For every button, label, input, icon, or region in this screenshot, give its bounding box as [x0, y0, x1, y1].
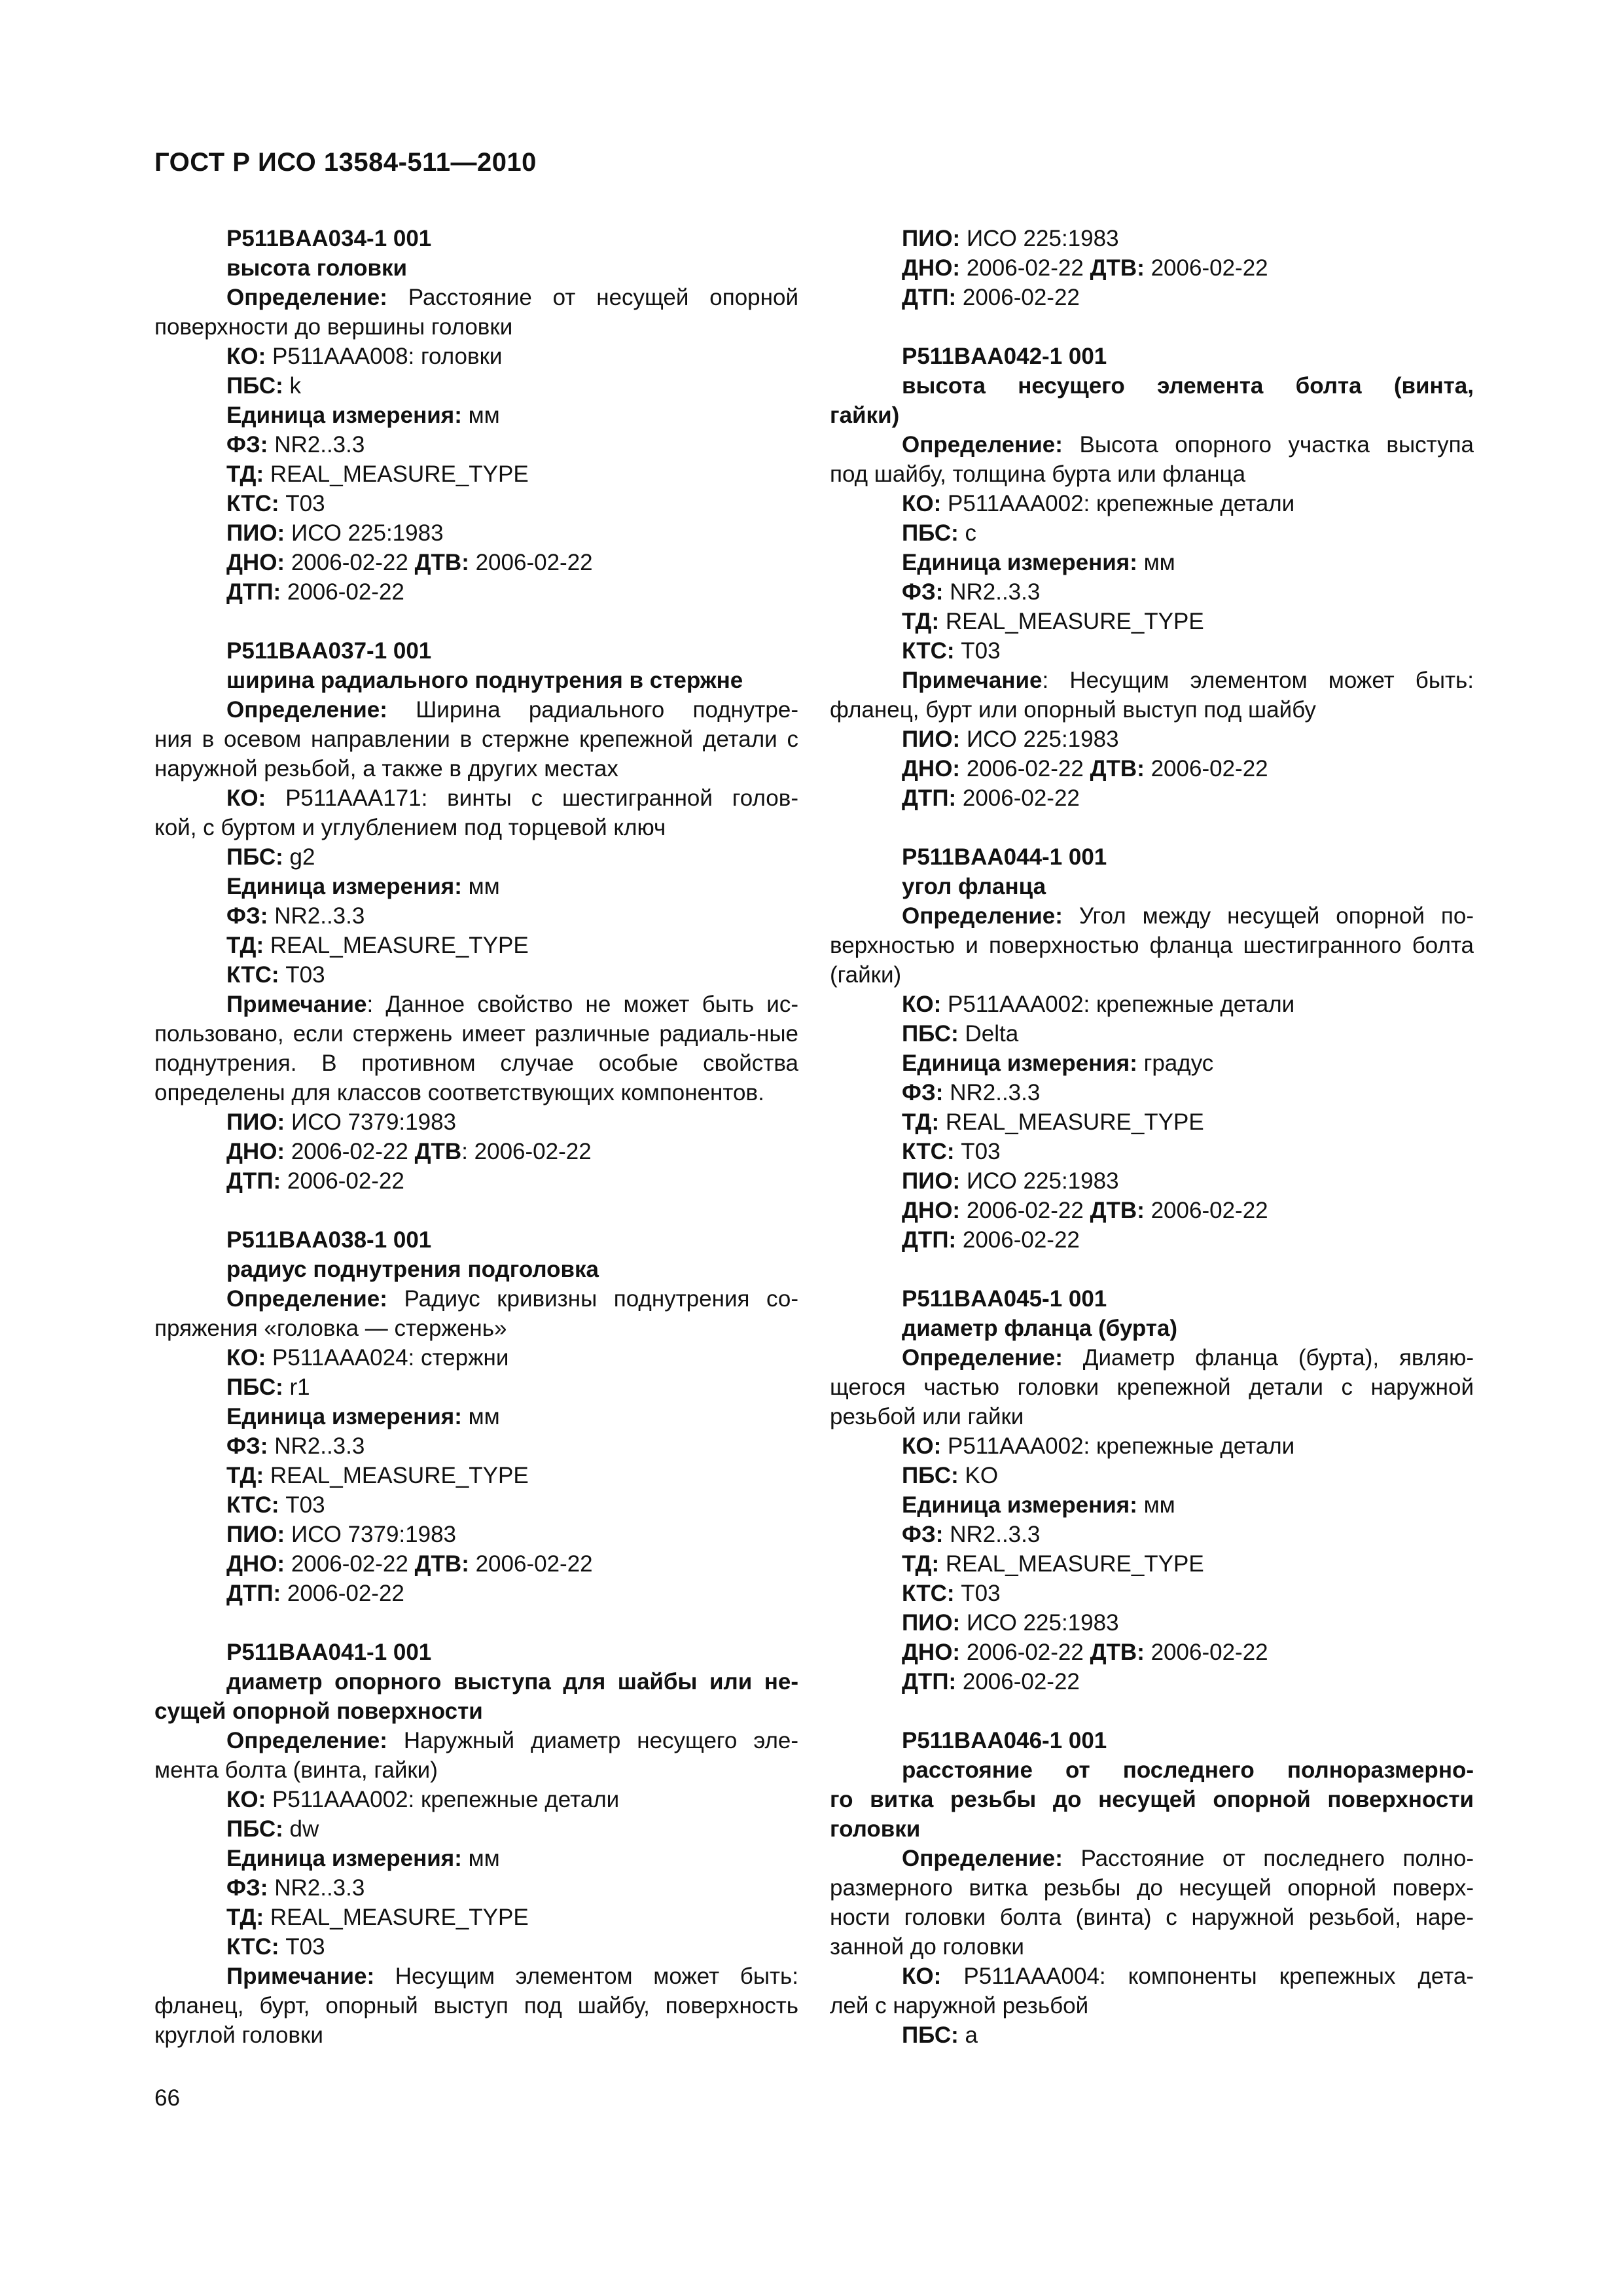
ko-value-cont: кой, с буртом и углублением под торцевой ключ — [154, 815, 666, 840]
kts-value: T03 — [285, 491, 325, 516]
entry-dates: ДНО: 2006-02-22 ДТВ: 2006-02-22 — [226, 1139, 592, 1164]
ko-value: P511AAA004: компоненты крепежных дета- — [963, 1964, 1474, 1989]
dno-value: 2006-02-22 — [291, 550, 408, 575]
right-column — [830, 224, 1474, 2079]
entry-td: ТД: REAL_MEASURE_TYPE — [902, 609, 1204, 634]
entry-p511baa045 — [830, 1284, 1474, 1696]
entry-pio: ПИО: ИСО 7379:1983 — [226, 1109, 456, 1135]
entry-name: радиус поднутрения подголовка — [226, 1257, 599, 1282]
note-text: : Несущим элементом может быть: — [1042, 668, 1474, 693]
dtv-value: 2006-02-22 — [1150, 1640, 1268, 1665]
entry-p511baa044 — [830, 842, 1474, 1255]
entry-dtp: ДТП: 2006-02-22 — [902, 785, 1080, 811]
td-value: REAL_MEASURE_TYPE — [270, 1905, 529, 1930]
entry-dates: ДНО: 2006-02-22 ДТВ: 2006-02-22 — [902, 756, 1268, 781]
entry-definition: Определение: Диаметр фланца (бурта), являю- щегося частью головки крепежной детали с наружной резьбой или гайки — [830, 1343, 1474, 1431]
fz-value: NR2..3.3 — [950, 579, 1041, 605]
entry-unit: Единица измерения: мм — [226, 1404, 500, 1429]
dtp-value: 2006-02-22 — [962, 785, 1080, 811]
pbs-value: Delta — [965, 1021, 1019, 1047]
entry-fz: ФЗ: NR2..3.3 — [226, 432, 365, 457]
pio-value: ИСО 225:1983 — [966, 1610, 1119, 1636]
pbs-value: c — [965, 520, 977, 546]
note-text-cont: фланец, бурт или опорный выступ под шайбу — [830, 697, 1316, 723]
dtv-value: 2006-02-22 — [475, 1551, 593, 1577]
entry-kts: КТС: T03 — [902, 638, 1001, 664]
dtp-value: 2006-02-22 — [287, 1581, 404, 1606]
entry-dtp: ДТП: 2006-02-22 — [902, 285, 1080, 310]
td-value: REAL_MEASURE_TYPE — [270, 933, 529, 958]
entry-pio: ПИО: ИСО 225:1983 — [902, 1168, 1119, 1194]
entry-code: P511BAA044-1 001 — [902, 844, 1107, 870]
entry-dates: ДНО: 2006-02-22 ДТВ: 2006-02-22 — [226, 1551, 593, 1577]
definition-text: Высота опорного участка выступа — [1079, 432, 1474, 457]
entry-code: P511BAA045-1 001 — [902, 1286, 1107, 1312]
ko-value-cont: лей с наружной резьбой — [830, 1993, 1089, 2018]
entry-pbs: ПБС: a — [902, 2022, 978, 2048]
entry-p511baa046 — [830, 1726, 1474, 2050]
definition-text: Ширина радиального поднутре- — [416, 697, 799, 723]
entry-pbs: ПБС: dw — [226, 1816, 319, 1842]
entry-kts: КТС: T03 — [902, 1139, 1001, 1164]
page-number: 66 — [154, 2085, 180, 2111]
entry-ko: КО: P511AAA024: стержни — [226, 1345, 509, 1371]
definition-text-cont: пряжения «головка — стержень» — [154, 1316, 507, 1341]
entry-unit: Единица измерения: мм — [226, 1846, 500, 1871]
entry-kts: КТС: T03 — [226, 962, 325, 988]
entry-pio: ПИО: ИСО 225:1983 — [902, 226, 1119, 251]
entry-name: диаметр фланца (бурта) — [902, 1316, 1178, 1341]
entry-dtp: ДТП: 2006-02-22 — [902, 1227, 1080, 1253]
entry-unit: Единица измерения: мм — [902, 1492, 1175, 1518]
entry-kts: КТС: T03 — [226, 1934, 325, 1960]
dtv-value: : 2006-02-22 — [461, 1139, 592, 1164]
entry-ko: КО: P511AAA171: винты с шестигранной голов- кой, с буртом и углублением под торцевой ключ — [154, 783, 798, 842]
entry-td: ТД: REAL_MEASURE_TYPE — [226, 1905, 529, 1930]
entry-p511baa038 — [154, 1225, 798, 1608]
kts-value: T03 — [285, 1934, 325, 1960]
entry-fz: ФЗ: NR2..3.3 — [226, 903, 365, 929]
definition-text: Наружный диаметр несущего эле- — [403, 1728, 798, 1753]
definition-text-cont: щегося частью головки крепежной детали с наружной резьбой или гайки — [830, 1374, 1474, 1429]
entry-ko: КО: P511AAA002: крепежные детали — [226, 1787, 620, 1812]
entry-definition: Определение: Ширина радиального поднутре- ния в осевом направлении в стержне крепежной детали с наружной резьбой, а также в других местах — [154, 695, 798, 783]
dno-value: 2006-02-22 — [966, 255, 1084, 281]
kts-value: T03 — [961, 1139, 1001, 1164]
pio-value: ИСО 225:1983 — [966, 226, 1119, 251]
pio-value: ИСО 225:1983 — [966, 1168, 1119, 1194]
entry-fz: ФЗ: NR2..3.3 — [902, 579, 1041, 605]
definition-text-cont: размерного витка резьбы до несущей опорной поверх-ности головки болта (винта) с наружной резьбой, наре-занной до головки — [830, 1875, 1474, 1960]
pbs-value: a — [965, 2022, 978, 2048]
entry-dates: ДНО: 2006-02-22 ДТВ: 2006-02-22 — [902, 1198, 1268, 1223]
entry-fz: ФЗ: NR2..3.3 — [226, 1433, 365, 1459]
td-value: REAL_MEASURE_TYPE — [945, 1109, 1204, 1135]
definition-text: Расстояние от последнего полно- — [1080, 1846, 1474, 1871]
entry-name: угол фланца — [902, 874, 1046, 899]
ko-value: P511AAA002: крепежные детали — [947, 992, 1295, 1017]
dtp-value: 2006-02-22 — [287, 1168, 404, 1194]
entry-kts: КТС: T03 — [902, 1581, 1001, 1606]
entry-td: ТД: REAL_MEASURE_TYPE — [226, 933, 529, 958]
entry-definition: Определение: Наружный диаметр несущего эле- мента болта (винта, гайки) — [154, 1726, 798, 1785]
kts-value: T03 — [285, 962, 325, 988]
entry-fz: ФЗ: NR2..3.3 — [902, 1522, 1041, 1547]
entry-pio: ПИО: ИСО 225:1983 — [902, 726, 1119, 752]
pio-value: ИСО 7379:1983 — [291, 1109, 456, 1135]
pbs-value: KO — [965, 1463, 999, 1488]
dtv-value: 2006-02-22 — [475, 550, 593, 575]
definition-text-cont: поверхности до вершины головки — [154, 314, 513, 340]
left-column — [154, 224, 798, 2079]
entry-code: P511BAA041-1 001 — [226, 1640, 432, 1665]
dtv-value: 2006-02-22 — [1150, 1198, 1268, 1223]
unit-value: градус — [1143, 1050, 1214, 1076]
entry-dtp: ДТП: 2006-02-22 — [902, 1669, 1080, 1695]
dno-value: 2006-02-22 — [966, 1198, 1084, 1223]
entry-dates: ДНО: 2006-02-22 ДТВ: 2006-02-22 — [902, 255, 1268, 281]
entry-name-first: высота несущего элемента болта (винта, — [902, 373, 1474, 399]
note-text-cont: фланец, бурт, опорный выступ под шайбу, поверхность круглой головки — [154, 1993, 798, 2048]
unit-value: мм — [468, 1404, 500, 1429]
dtv-value: 2006-02-22 — [1150, 756, 1268, 781]
entry-pbs: ПБС: r1 — [226, 1374, 310, 1400]
definition-text-cont: под шайбу, толщина бурта или фланца — [830, 461, 1246, 487]
entry-unit: Единица измерения: мм — [902, 550, 1175, 575]
entry-dates: ДНО: 2006-02-22 ДТВ: 2006-02-22 — [902, 1640, 1268, 1665]
unit-value: мм — [468, 1846, 500, 1871]
pbs-value: r1 — [289, 1374, 310, 1400]
entry-pio: ПИО: ИСО 225:1983 — [226, 520, 444, 546]
entry-pbs: ПБС: k — [226, 373, 302, 399]
entry-code: P511BAA038-1 001 — [226, 1227, 432, 1253]
entry-name — [830, 1755, 1474, 1844]
unit-value: мм — [468, 403, 500, 428]
definition-text: Диаметр фланца (бурта), являю- — [1082, 1345, 1474, 1371]
definition-text-cont: мента болта (винта, гайки) — [154, 1757, 438, 1783]
entry-td: ТД: REAL_MEASURE_TYPE — [226, 461, 529, 487]
td-value: REAL_MEASURE_TYPE — [270, 1463, 529, 1488]
entry-ko: КО: P511AAA008: головки — [226, 344, 503, 369]
entry-name: высота головки — [226, 255, 408, 281]
entry-kts: КТС: T03 — [226, 1492, 325, 1518]
ko-value: P511AAA002: крепежные детали — [947, 491, 1295, 516]
dno-value: 2006-02-22 — [291, 1139, 408, 1164]
entry-pbs: ПБС: g2 — [226, 844, 315, 870]
definition-text-cont: верхностью и поверхностью фланца шестигранного болта (гайки) — [830, 933, 1474, 988]
fz-value: NR2..3.3 — [274, 1433, 365, 1459]
entry-code: P511BAA042-1 001 — [902, 344, 1107, 369]
dtp-value: 2006-02-22 — [287, 579, 404, 605]
note-text: : Данное свойство не может быть ис- — [366, 992, 798, 1017]
fz-value: NR2..3.3 — [950, 1080, 1041, 1105]
fz-value: NR2..3.3 — [950, 1522, 1041, 1547]
entry-unit: Единица измерения: мм — [226, 403, 500, 428]
note-text: Несущим элементом может быть: — [395, 1964, 798, 1989]
entry-definition: Определение: Радиус кривизны поднутрения со- пряжения «головка — стержень» — [154, 1284, 798, 1343]
entry-name-cont: го витка резьбы до несущей опорной поверхности головки — [830, 1787, 1474, 1842]
fz-value: NR2..3.3 — [274, 903, 365, 929]
entry-p511baa041-continued — [830, 224, 1474, 312]
definition-text: Радиус кривизны поднутрения со- — [404, 1286, 798, 1312]
pio-value: ИСО 7379:1983 — [291, 1522, 456, 1547]
pbs-value: g2 — [289, 844, 315, 870]
entry-definition: Определение: Угол между несущей опорной по- верхностью и поверхностью фланца шестигранного болта (гайки) — [830, 901, 1474, 990]
dtp-value: 2006-02-22 — [962, 285, 1080, 310]
definition-label: Определение: — [226, 285, 387, 310]
entry-note: Примечание: Несущим элементом может быть: фланец, бурт, опорный выступ под шайбу, поверхность круглой головки — [154, 1962, 798, 2050]
note-text-cont: пользовано, если стержень имеет различные радиаль-ные поднутрения. В противном случае особые свойства определены для классов соответствующих компонентов. — [154, 1021, 798, 1105]
entry-dtp: ДТП: 2006-02-22 — [226, 1168, 404, 1194]
dtp-value: 2006-02-22 — [962, 1669, 1080, 1695]
kts-value: T03 — [961, 1581, 1001, 1606]
entry-td: ТД: REAL_MEASURE_TYPE — [902, 1109, 1204, 1135]
entry-kts: КТС: T03 — [226, 491, 325, 516]
ko-value: P511AAA171: винты с шестигранной голов- — [285, 785, 798, 811]
unit-value: мм — [1143, 1492, 1175, 1518]
pio-value: ИСО 225:1983 — [966, 726, 1119, 752]
td-value: REAL_MEASURE_TYPE — [270, 461, 529, 487]
entry-p511baa042 — [830, 342, 1474, 813]
entry-ko: КО: P511AAA004: компоненты крепежных дета- лей с наружной резьбой — [830, 1962, 1474, 2020]
entry-code: P511BAA034-1 001 — [226, 226, 432, 251]
pio-value: ИСО 225:1983 — [291, 520, 444, 546]
ko-value: P511AAA002: крепежные детали — [947, 1433, 1295, 1459]
td-value: REAL_MEASURE_TYPE — [945, 609, 1204, 634]
entry-name: ширина радиального поднутрения в стержне — [226, 668, 743, 693]
entry-note: Примечание: Данное свойство не может быть ис- пользовано, если стержень имеет различные радиаль-ные поднутрения. В противном случае особые свойства определены для классов соответствующих компонентов. — [154, 990, 798, 1107]
entry-td: ТД: REAL_MEASURE_TYPE — [902, 1551, 1204, 1577]
entry-name-cont: гайки) — [830, 403, 900, 428]
fz-value: NR2..3.3 — [274, 1875, 365, 1901]
entry-td: ТД: REAL_MEASURE_TYPE — [226, 1463, 529, 1488]
entry-name — [154, 1667, 798, 1726]
dno-value: 2006-02-22 — [966, 1640, 1084, 1665]
ko-value: P511AAA024: стержни — [272, 1345, 509, 1371]
td-value: REAL_MEASURE_TYPE — [945, 1551, 1204, 1577]
unit-value: мм — [1143, 550, 1175, 575]
entry-unit: Единица измерения: мм — [226, 874, 500, 899]
entry-fz: ФЗ: NR2..3.3 — [226, 1875, 365, 1901]
entry-ko: КО: P511AAA002: крепежные детали — [902, 992, 1295, 1017]
entry-note: Примечание: Несущим элементом может быть: фланец, бурт или опорный выступ под шайбу — [830, 666, 1474, 725]
entry-definition: Определение: Высота опорного участка выступа под шайбу, толщина бурта или фланца — [830, 430, 1474, 489]
entry-p511baa034 — [154, 224, 798, 607]
kts-value: T03 — [285, 1492, 325, 1518]
entry-name — [830, 371, 1474, 430]
entry-code: P511BAA037-1 001 — [226, 638, 432, 664]
entry-dates: ДНО: 2006-02-22 ДТВ: 2006-02-22 — [226, 550, 593, 575]
ko-value: P511AAA008: головки — [272, 344, 503, 369]
entry-pio: ПИО: ИСО 7379:1983 — [226, 1522, 456, 1547]
unit-value: мм — [468, 874, 500, 899]
dtp-value: 2006-02-22 — [962, 1227, 1080, 1253]
entry-ko: КО: P511AAA002: крепежные детали — [902, 1433, 1295, 1459]
dtv-value: 2006-02-22 — [1150, 255, 1268, 281]
definition-text-cont: ния в осевом направлении в стержне крепежной детали с наружной резьбой, а также в других местах — [154, 726, 798, 781]
pbs-value: dw — [289, 1816, 319, 1842]
dno-value: 2006-02-22 — [291, 1551, 408, 1577]
definition-text: Угол между несущей опорной по- — [1079, 903, 1474, 929]
entry-fz: ФЗ: NR2..3.3 — [902, 1080, 1041, 1105]
pbs-value: k — [289, 373, 302, 399]
ko-value: P511AAA002: крепежные детали — [272, 1787, 620, 1812]
entry-name-cont: сущей опорной поверхности — [154, 1698, 483, 1724]
entry-code: P511BAA046-1 001 — [902, 1728, 1107, 1753]
document-header: ГОСТ Р ИСО 13584-511—2010 — [154, 148, 537, 177]
entry-dtp: ДТП: 2006-02-22 — [226, 579, 404, 605]
entry-definition: Определение: Расстояние от последнего полно- размерного витка резьбы до несущей опорной поверх-ности головки болта (винта) с наружной резьбой, наре-занной до головки — [830, 1844, 1474, 1962]
entry-ko: КО: P511AAA002: крепежные детали — [902, 491, 1295, 516]
kts-value: T03 — [961, 638, 1001, 664]
entry-name-first: расстояние от последнего полноразмерно- — [902, 1757, 1474, 1783]
entry-p511baa041 — [154, 1638, 798, 2050]
entry-dtp: ДТП: 2006-02-22 — [226, 1581, 404, 1606]
entry-name-first: диаметр опорного выступа для шайбы или не- — [226, 1669, 798, 1695]
entry-unit: Единица измерения: градус — [902, 1050, 1214, 1076]
dno-value: 2006-02-22 — [966, 756, 1084, 781]
entry-pbs: ПБС: Delta — [902, 1021, 1019, 1047]
entry-definition — [154, 283, 798, 342]
entry-p511baa037 — [154, 636, 798, 1196]
entry-pbs: ПБС: c — [902, 520, 977, 546]
entry-pio: ПИО: ИСО 225:1983 — [902, 1610, 1119, 1636]
fz-value: NR2..3.3 — [274, 432, 365, 457]
entry-pbs: ПБС: KO — [902, 1463, 999, 1488]
definition-text: Расстояние от несущей опорной — [408, 285, 798, 310]
